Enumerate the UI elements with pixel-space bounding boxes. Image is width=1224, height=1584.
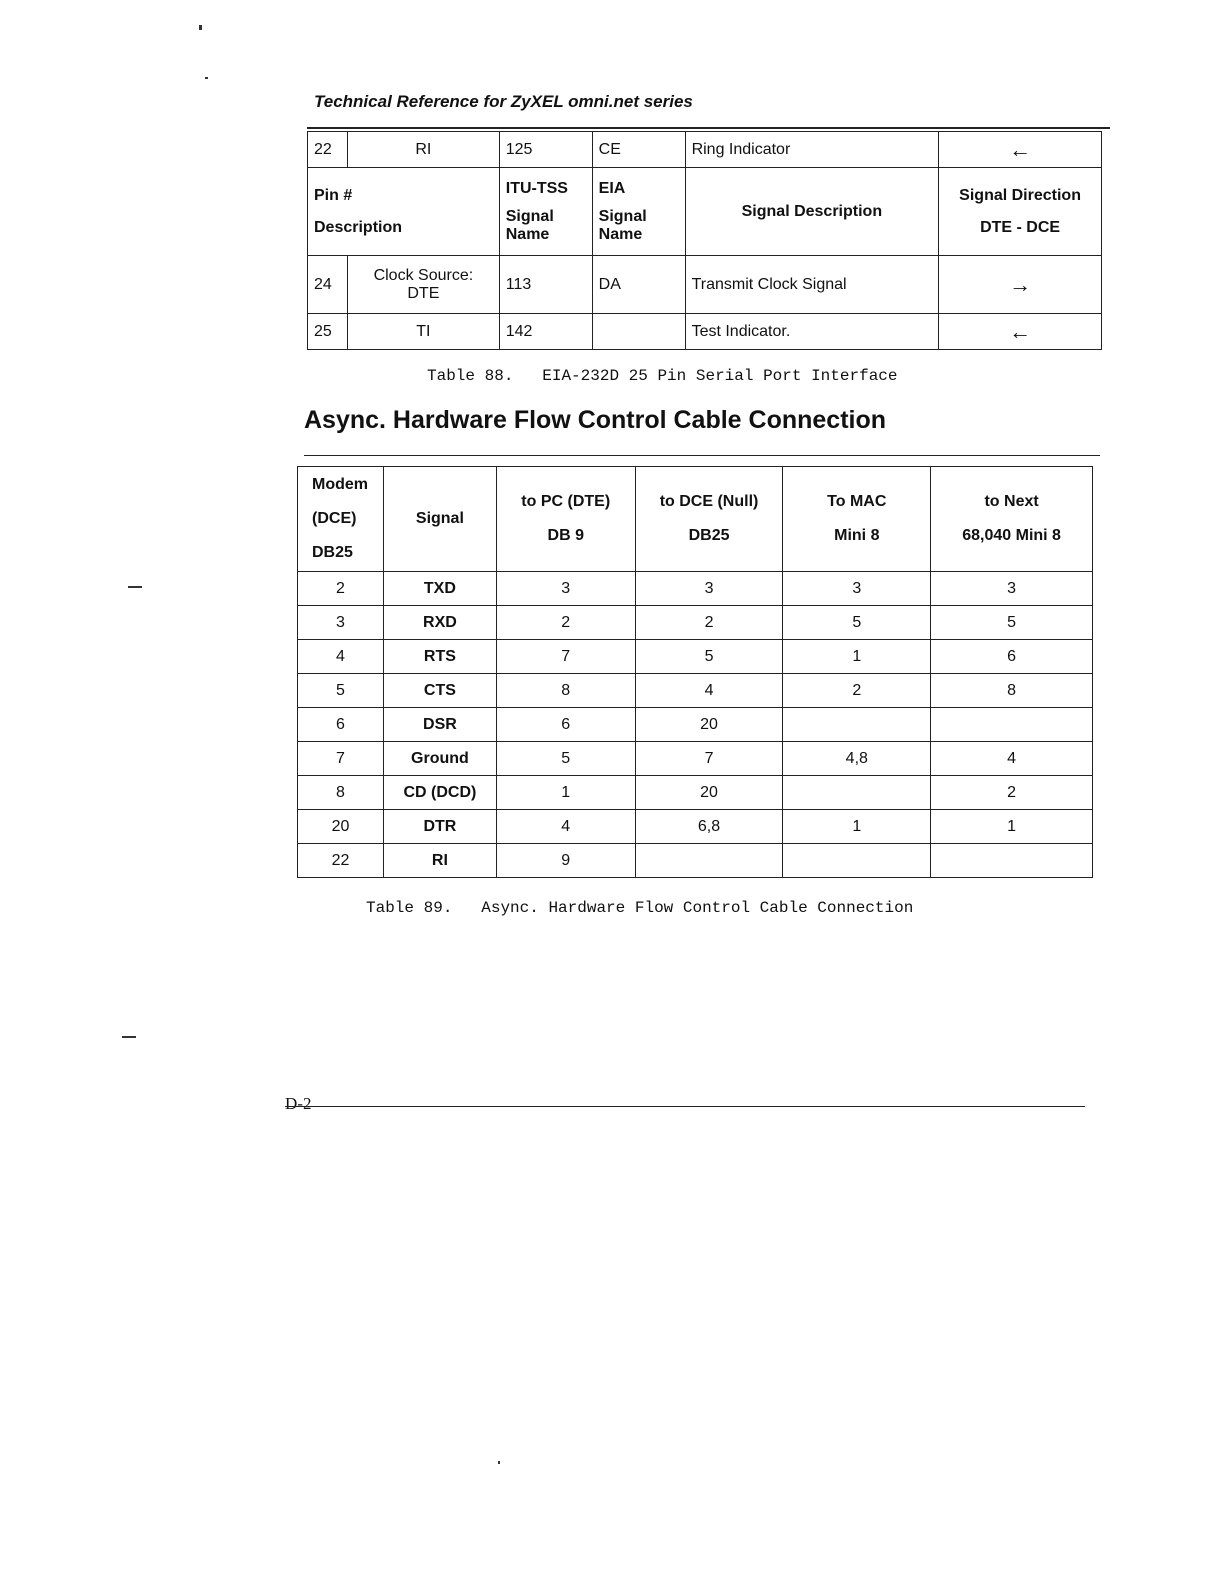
pc-header-l1: to PC (DTE) [521, 493, 611, 510]
description-l2: DTE [407, 284, 440, 302]
mac-cell: 1 [783, 810, 931, 844]
direction-header-l1: Signal Direction [959, 186, 1081, 204]
signal-cell: RI [383, 844, 496, 878]
caption-label: Table 88. [427, 367, 514, 385]
table-row [298, 572, 1093, 606]
pc-cell: 2 [496, 606, 635, 640]
table-header-row [308, 168, 1102, 256]
itu-header [499, 168, 592, 256]
arrow-left-icon: ← [939, 314, 1102, 350]
signal-cell: Test Indicator. [685, 314, 939, 350]
table-row [298, 640, 1093, 674]
mac-header-l1: To MAC [827, 493, 887, 510]
next-cell: 5 [931, 606, 1093, 640]
scan-speck [498, 1461, 500, 1464]
scan-speck [205, 77, 208, 79]
eia-cell [592, 314, 685, 350]
table-88 [307, 131, 1102, 350]
signal-cell: RTS [383, 640, 496, 674]
mac-cell: 2 [783, 674, 931, 708]
signal-header: Signal [383, 467, 496, 572]
modem-header-l3: DB25 [312, 544, 353, 561]
eia-header-l3: Name [598, 225, 643, 243]
mac-cell [783, 776, 931, 810]
pc-header [496, 467, 635, 572]
pc-cell: 9 [496, 844, 635, 878]
modem-pin-cell: 7 [298, 742, 384, 776]
next-cell: 6 [931, 640, 1093, 674]
table-header-row [298, 467, 1093, 572]
table-89-caption [366, 899, 913, 917]
table-89 [297, 466, 1093, 878]
pc-cell: 6 [496, 708, 635, 742]
footer-rule [285, 1106, 1085, 1107]
dce-cell [635, 844, 783, 878]
next-header-l1: to Next [984, 493, 1039, 510]
pin-cell: 22 [308, 132, 348, 168]
caption-text: EIA-232D 25 Pin Serial Port Interface [542, 367, 898, 385]
scan-speck [128, 586, 142, 588]
signal-cell: DSR [383, 708, 496, 742]
signal-cell: RXD [383, 606, 496, 640]
next-cell: 8 [931, 674, 1093, 708]
dce-cell: 5 [635, 640, 783, 674]
arrow-left-icon: ← [939, 132, 1102, 168]
description-cell [347, 256, 499, 314]
running-header: Technical Reference for ZyXEL omni.net series [314, 92, 693, 111]
modem-pin-cell: 6 [298, 708, 384, 742]
mac-cell: 1 [783, 640, 931, 674]
eia-cell: CE [592, 132, 685, 168]
table-88-caption [427, 367, 898, 385]
signal-cell: CTS [383, 674, 496, 708]
signal-description-header: Signal Description [685, 168, 939, 256]
dce-cell: 20 [635, 708, 783, 742]
mac-cell [783, 708, 931, 742]
signal-cell: DTR [383, 810, 496, 844]
signal-direction-header [939, 168, 1102, 256]
scan-speck [122, 1036, 136, 1038]
caption-label: Table 89. [366, 899, 453, 917]
dce-cell: 3 [635, 572, 783, 606]
itu-cell: 113 [499, 256, 592, 314]
description-cell: TI [347, 314, 499, 350]
next-cell [931, 708, 1093, 742]
pc-cell: 3 [496, 572, 635, 606]
eia-header [592, 168, 685, 256]
mac-header [783, 467, 931, 572]
pc-cell: 8 [496, 674, 635, 708]
modem-pin-cell: 8 [298, 776, 384, 810]
modem-pin-cell: 20 [298, 810, 384, 844]
table-row [298, 708, 1093, 742]
pc-cell: 4 [496, 810, 635, 844]
pc-header-l2: DB 9 [547, 527, 584, 544]
dce-cell: 4 [635, 674, 783, 708]
eia-header-l2: Signal [598, 207, 647, 225]
mac-cell: 5 [783, 606, 931, 640]
table-row [308, 314, 1102, 350]
signal-cell: Ground [383, 742, 496, 776]
signal-cell: Transmit Clock Signal [685, 256, 939, 314]
next-cell: 4 [931, 742, 1093, 776]
modem-pin-cell: 3 [298, 606, 384, 640]
table-row [308, 256, 1102, 314]
dce-header-l2: DB25 [688, 527, 730, 544]
arrow-right-icon: → [939, 256, 1102, 314]
modem-pin-cell: 2 [298, 572, 384, 606]
next-cell: 2 [931, 776, 1093, 810]
modem-header-l2: (DCE) [312, 510, 357, 527]
table-row [298, 810, 1093, 844]
dce-cell: 20 [635, 776, 783, 810]
mac-header-l2: Mini 8 [834, 527, 880, 544]
next-cell: 1 [931, 810, 1093, 844]
dce-cell: 7 [635, 742, 783, 776]
pin-cell: 25 [308, 314, 348, 350]
pc-cell: 5 [496, 742, 635, 776]
mac-cell: 3 [783, 572, 931, 606]
itu-cell: 142 [499, 314, 592, 350]
page-number: D-2 [285, 1094, 312, 1113]
next-cell [931, 844, 1093, 878]
next-cell: 3 [931, 572, 1093, 606]
mac-cell [783, 844, 931, 878]
eia-header-l1: EIA [598, 179, 626, 197]
itu-header-l2: Signal [505, 207, 554, 225]
caption-text: Async. Hardware Flow Control Cable Connection [481, 899, 914, 917]
itu-header-l1: ITU-TSS [505, 179, 568, 197]
dce-cell: 2 [635, 606, 783, 640]
pc-cell: 1 [496, 776, 635, 810]
description-header: Description [314, 218, 403, 236]
modem-pin-cell: 4 [298, 640, 384, 674]
pin-header: Pin # [314, 186, 353, 204]
description-l1: Clock Source: [373, 266, 474, 284]
pin-description-header [308, 168, 500, 256]
dce-header-l1: to DCE (Null) [659, 493, 759, 510]
scan-speck [199, 25, 202, 30]
itu-cell: 125 [499, 132, 592, 168]
signal-cell: Ring Indicator [685, 132, 939, 168]
section-title-rule [304, 455, 1100, 456]
table-row [298, 776, 1093, 810]
dce-header [635, 467, 783, 572]
header-rule [307, 127, 1110, 129]
pin-cell: 24 [308, 256, 348, 314]
mac-cell: 4,8 [783, 742, 931, 776]
table-row [298, 742, 1093, 776]
itu-header-l3: Name [505, 225, 550, 243]
section-title: Async. Hardware Flow Control Cable Connection [304, 406, 887, 434]
signal-cell: TXD [383, 572, 496, 606]
table-row [298, 844, 1093, 878]
pc-cell: 7 [496, 640, 635, 674]
table-row [298, 606, 1093, 640]
next-header-l2: 68,040 Mini 8 [962, 527, 1061, 544]
modem-header-l1: Modem [312, 476, 368, 493]
eia-cell: DA [592, 256, 685, 314]
dce-cell: 6,8 [635, 810, 783, 844]
modem-pin-cell: 22 [298, 844, 384, 878]
signal-cell: CD (DCD) [383, 776, 496, 810]
description-cell: RI [347, 132, 499, 168]
modem-pin-cell: 5 [298, 674, 384, 708]
table-row [298, 674, 1093, 708]
next-header [931, 467, 1093, 572]
modem-header [298, 467, 384, 572]
direction-header-l2: DTE - DCE [980, 218, 1061, 236]
table-row [308, 132, 1102, 168]
